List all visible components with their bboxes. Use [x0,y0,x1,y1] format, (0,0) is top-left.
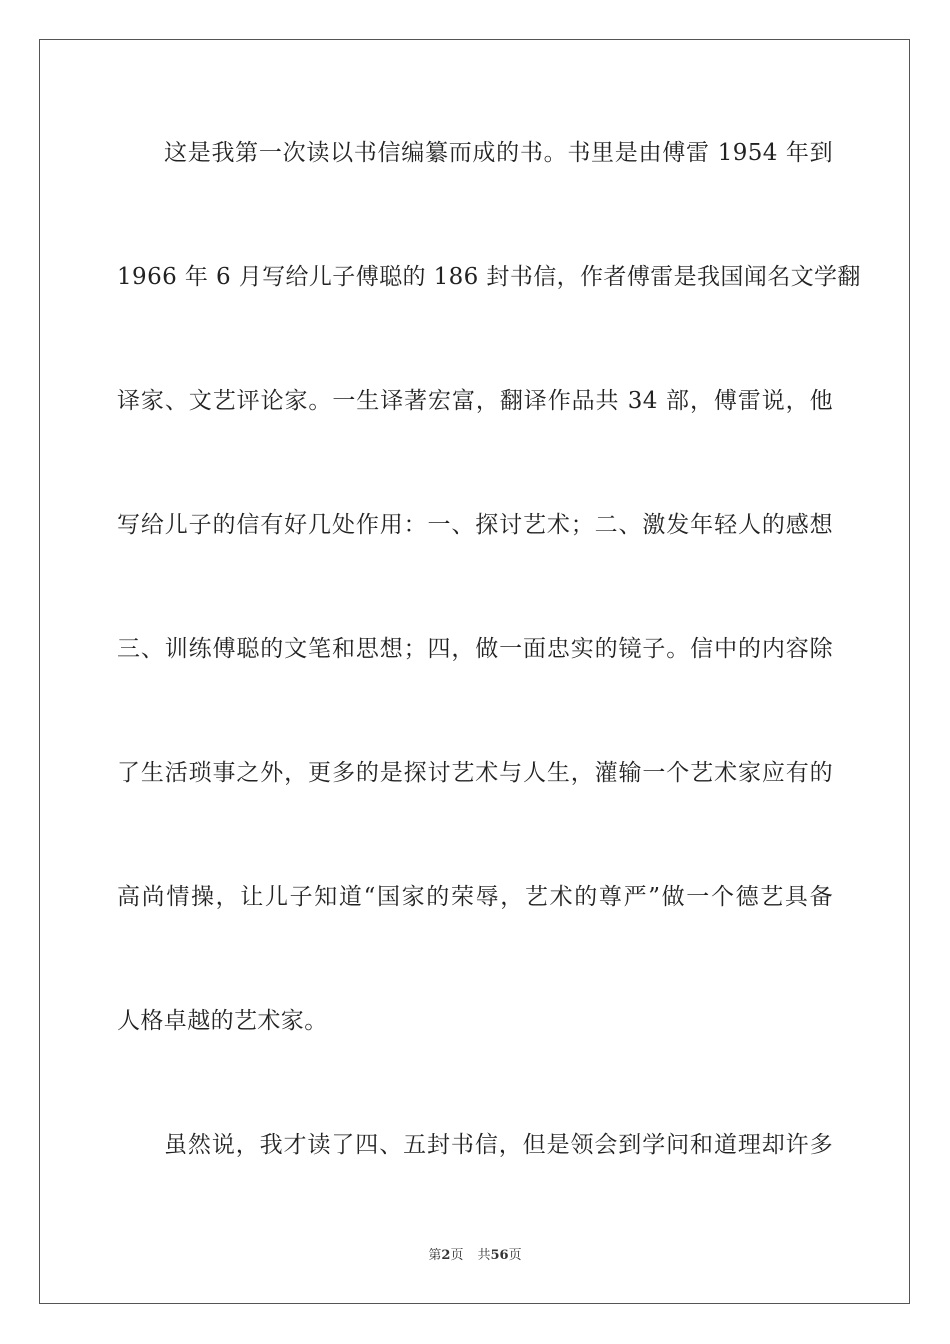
paragraph-1-line-6: 了生活琐事之外，更多的是探讨艺术与人生，灌输一个艺术家应有的 [117,760,833,786]
footer-page-suffix: 页 [450,1248,464,1263]
paragraph-1-line-2: 1966 年 6 月写给儿子傅聪的 186 封书信，作者傅雷是我国闻名文学翻 [117,264,861,290]
paragraph-1-line-8: 人格卓越的艺术家。 [117,1008,328,1034]
footer-total-suffix: 页 [508,1248,522,1263]
page-border [39,39,910,1304]
footer-total-pages: 56 [490,1248,509,1263]
paragraph-1-line-5: 三、训练傅聪的文笔和思想；四，做一面忠实的镜子。信中的内容除 [117,636,833,662]
footer-page-number: 2 [441,1248,451,1263]
paragraph-2-line-1: 虽然说，我才读了四、五封书信，但是领会到学问和道理却许多 [164,1132,833,1158]
footer-total-prefix: 共 [477,1248,491,1263]
paragraph-1-line-4: 写给儿子的信有好几处作用：一、探讨艺术；二、激发年轻人的感想 [117,512,833,538]
paragraph-1-line-1: 这是我第一次读以书信编纂而成的书。书里是由傅雷 1954 年到 [164,140,833,166]
page-footer [0,1247,950,1265]
footer-prefix: 第 [428,1248,442,1263]
paragraph-1-line-7: 高尚情操，让儿子知道“国家的荣辱，艺术的尊严”做一个德艺具备 [117,884,833,910]
paragraph-1-line-3: 译家、文艺评论家。一生译著宏富，翻译作品共 34 部，傅雷说，他 [117,388,833,414]
